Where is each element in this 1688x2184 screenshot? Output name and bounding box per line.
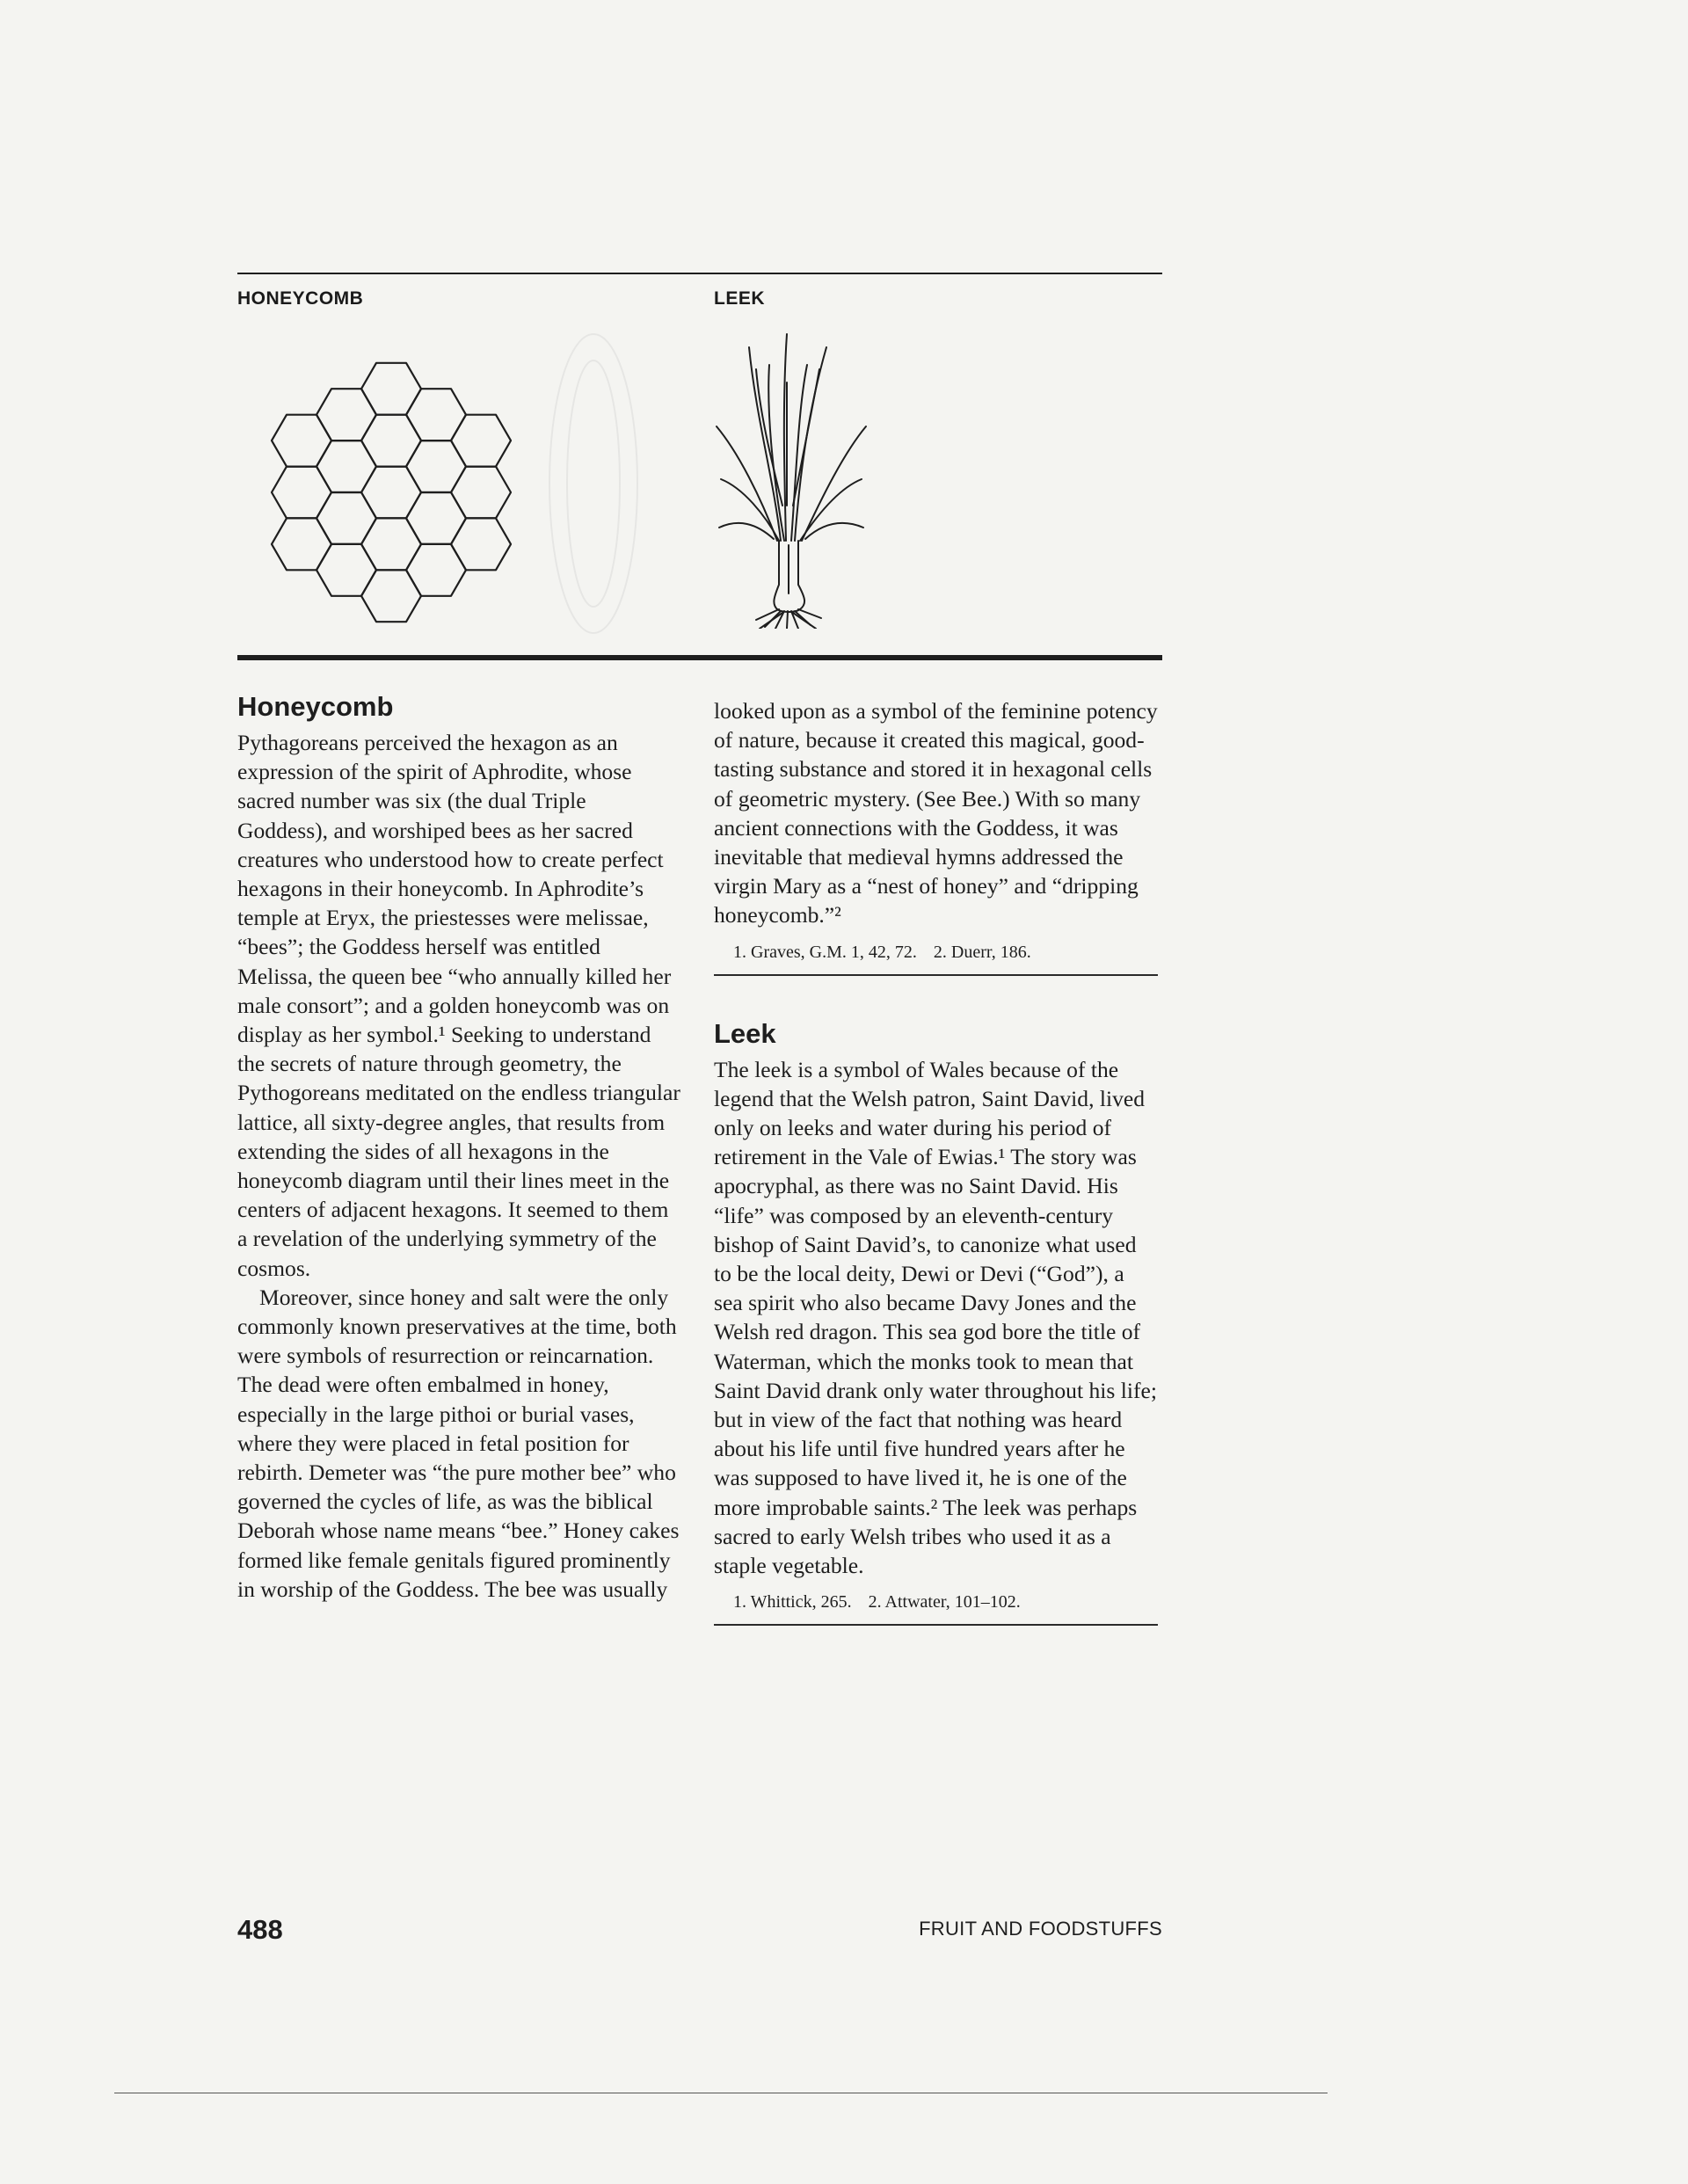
section-title: FRUIT AND FOODSTUFFS — [919, 1918, 1162, 1940]
entry-title-honeycomb: Honeycomb — [237, 691, 394, 722]
hexagon-cell — [361, 415, 421, 467]
hexagon-cell — [406, 492, 466, 544]
right-column — [714, 696, 1158, 1626]
hexagon-cell — [361, 363, 421, 415]
leek-entry — [714, 1018, 1158, 1627]
honeycomb-notes — [733, 941, 1158, 964]
hexagon-cell — [451, 415, 511, 467]
leek-end-rule — [714, 1624, 1158, 1626]
leek-paragraph: The leek is a symbol of Wales because of the legend that the Welsh patron, Saint David, lived only on leeks and water during his period of retirement in the Vale of Ewias.¹ The story was apocryphal, as there was no Saint David. His “life” was composed by an eleventh-century bishop of Saint David’s, to canonize what used to be the local deity, Dewi or Devi (“God”), a sea spirit who also became Davy Jones and the Welsh red dragon. This sea god bore the title of Waterman, which the monks took to mean that Saint David drank only water throughout his life; but in view of the fact that nothing was heard about his life until five hundred years after he was supposed to have lived it, he is one of the more improbable saints.² The leek was perhaps sacred to early Welsh tribes who used it as a staple vegetable. — [714, 1056, 1157, 1579]
honeycomb-paragraph-2a: Moreover, since honey and salt were the only commonly known preservatives at the time, both were symbols of resurrection or reincarnation. The dead were often embalmed in honey, especially in the large pithoi or burial vases, where they were placed in fetal position for rebirth. Demeter was “the pure mother bee” who governed the cycles of life, as was the biblical Deborah whose name means “bee.” Honey cakes formed like female genitals figured prominently in worship of the Goddess. The bee was usually — [237, 1284, 680, 1602]
leek-notes — [733, 1591, 1158, 1613]
entry-title-leek: Leek — [714, 1017, 776, 1049]
hexagon-cell — [361, 570, 421, 622]
thick-divider — [237, 655, 1162, 660]
top-rule — [237, 273, 1162, 274]
hexagon-cell — [316, 492, 376, 544]
header-leek: LEEK — [714, 288, 766, 309]
hexagon-cell — [272, 467, 331, 519]
hexagon-cell — [406, 544, 466, 596]
hexagon-cell — [451, 518, 511, 570]
hexagon-cell — [272, 518, 331, 570]
hexagon-cell — [316, 389, 376, 440]
leek-note-2: 2. Attwater, 101–102. — [868, 1592, 1021, 1613]
hexagon-cell — [361, 518, 421, 570]
bleed-through-pattern — [541, 325, 646, 642]
hexagon-cell — [272, 415, 331, 467]
honeycomb-diagram — [233, 334, 549, 651]
hexagon-cell — [406, 440, 466, 492]
header-honeycomb: HONEYCOMB — [237, 288, 364, 309]
hexagon-cell — [406, 389, 466, 440]
page-number: 488 — [237, 1914, 283, 1945]
leek-note-1: 1. Whittick, 265. — [733, 1592, 852, 1613]
hexagon-cell — [361, 467, 421, 519]
honeycomb-paragraph-1: Pythagoreans perceived the hexagon as an expression of the spirit of Aphrodite, whose sacred number was six (the dual Triple Goddess), and worshiped bees as her sacred creatures who understood how to create perfect hexagons in their honeycomb. In Aphrodite’s temple at Eryx, the priestesses were melissae, “bees”; the Goddess herself was entitled Melissa, the queen bee “who annually killed her male consort”; and a golden honeycomb was on display as her symbol.¹ Seeking to understand the secrets of nature through geometry, the Pythogoreans meditated on the endless triangular lattice, all sixty-degree angles, that results from extending the sides of all hexagons in the honeycomb diagram until their lines meet in the centers of adjacent hexagons. It seemed to them a revelation of the underlying symmetry of the cosmos. — [237, 730, 680, 1281]
leek-illustration — [703, 330, 879, 629]
hexagon-cell — [451, 467, 511, 519]
honeycomb-note-1: 1. Graves, G.M. 1, 42, 72. — [733, 942, 917, 962]
honeycomb-note-2: 2. Duerr, 186. — [933, 942, 1031, 962]
honeycomb-end-rule — [714, 974, 1158, 976]
honeycomb-paragraph-2b: looked upon as a symbol of the feminine potency of nature, because it created this magical, good-tasting substance and stored it in hexagonal cells of geometric mystery. (See Bee.) With so many ancient connections with the Goddess, it was inevitable that medieval hymns addressed the virgin Mary as a “nest of honey” and “dripping honeycomb.”² — [714, 698, 1158, 928]
hexagon-cell — [316, 544, 376, 596]
hexagon-cell — [316, 440, 376, 492]
honeycomb-entry — [237, 691, 681, 1604]
